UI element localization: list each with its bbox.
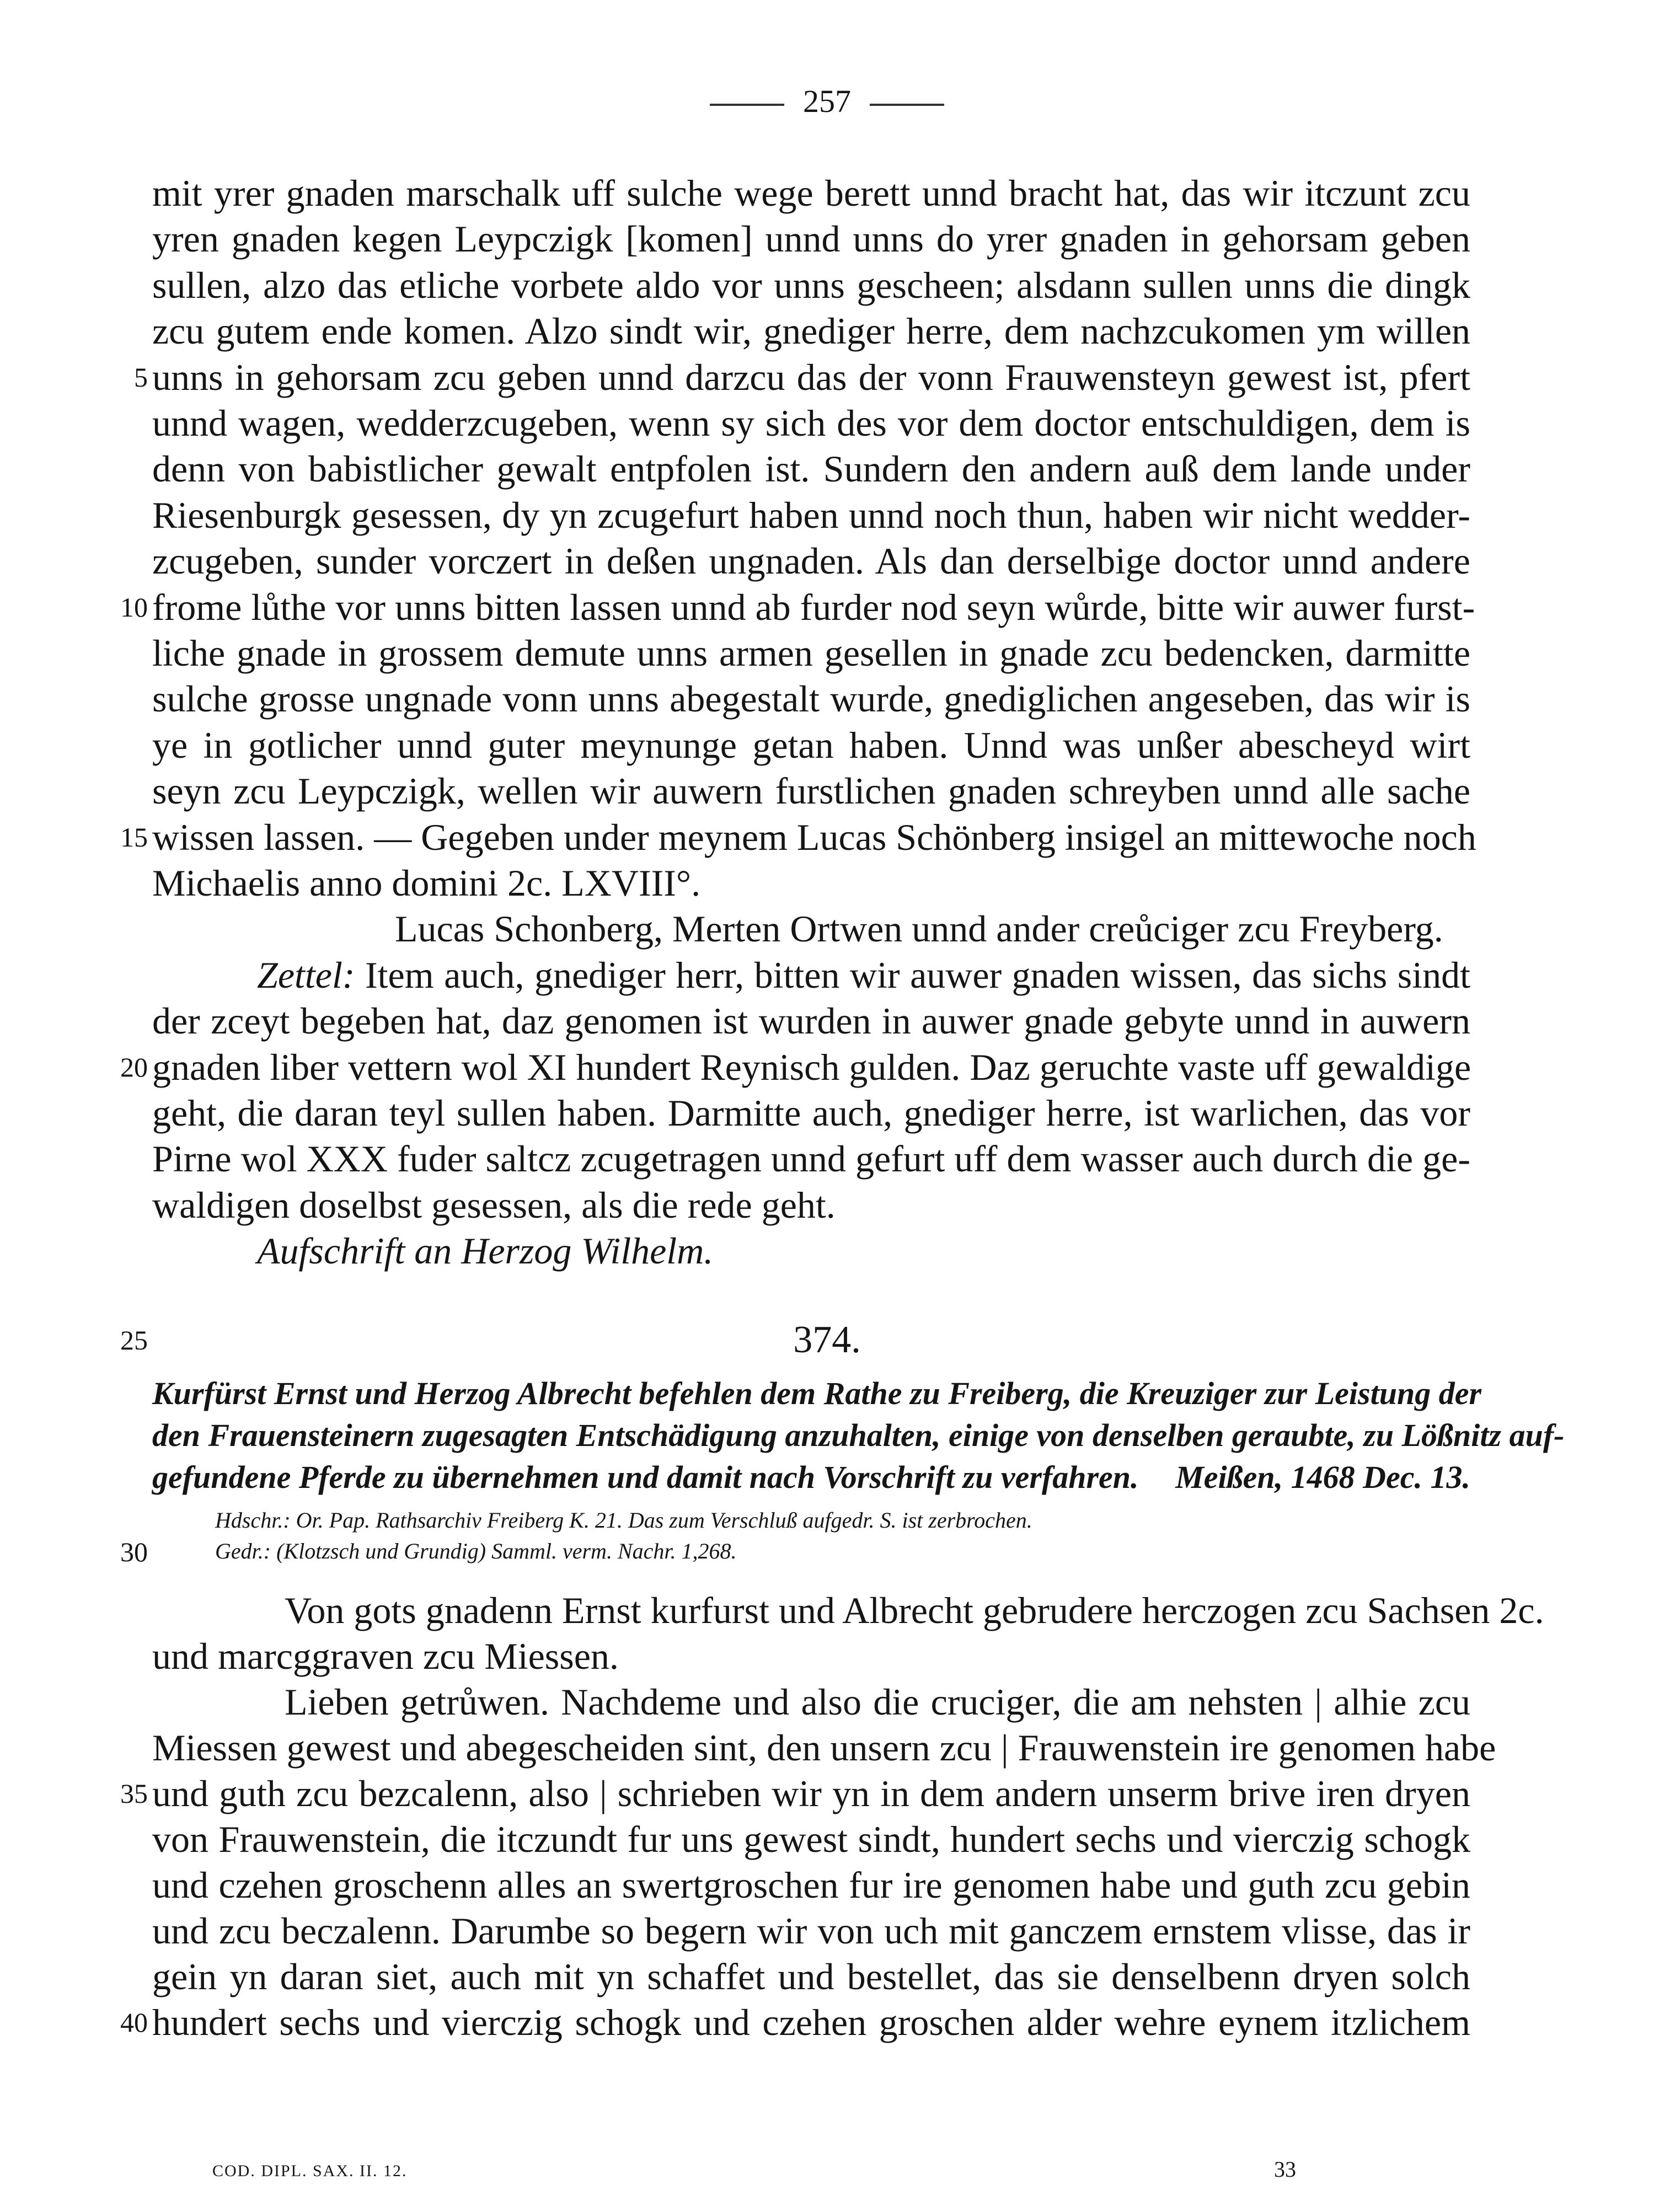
text-line: gein yn daran siet, auch mit yn schaffet und bestellet, das sie denselbenn dryen solch bbox=[152, 1956, 1470, 1997]
text-line: seyn zcu Leypczigk, wellen wir auwern furstlichen gnaden schreyben unnd alle sache bbox=[152, 770, 1470, 812]
zettel-label: Zettel: bbox=[257, 954, 355, 996]
page-header bbox=[0, 83, 1654, 120]
text-line: Pirne wol XXX fuder saltcz zcugetragen unnd gefurt uff dem wasser auch durch die ge- bbox=[152, 1138, 1470, 1180]
page-number: 257 bbox=[803, 83, 851, 119]
line-number: 15 bbox=[120, 822, 148, 853]
text-line: Lucas Schonberg, Merten Ortwen unnd ander creůciger zcu Freyberg. bbox=[395, 908, 1443, 950]
text-line: unns in gehorsam zcu geben unnd darzcu das der vonn Frauwensteyn gewest ist, pfert bbox=[152, 356, 1470, 398]
source-note: Hdschr.: Or. Pap. Rathsarchiv Freiberg K. 21. Das zum Verschluß aufgedr. S. ist zerbrochen. bbox=[215, 1508, 1032, 1533]
header-rule-right bbox=[870, 104, 944, 106]
text-line: mit yrer gnaden marschalk uff sulche wege berett unnd bracht hat, das wir itczunt zcu bbox=[152, 172, 1470, 214]
text-line: und marcggraven zcu Miessen. bbox=[152, 1635, 619, 1677]
text-line: unnd wagen, wedderzcugeben, wenn sy sich des vor dem doctor entschuldigen, dem is bbox=[152, 402, 1470, 444]
text-line: Riesenburgk gesessen, dy yn zcugefurt haben unnd noch thun, haben wir nicht wedder- bbox=[152, 494, 1470, 536]
line-number: 25 bbox=[120, 1325, 148, 1356]
regest-place-date: Meißen, 1468 Dec. 13. bbox=[1175, 1459, 1470, 1495]
regest-line: den Frauensteinern zugesagten Entschädigung anzuhalten, einige von denselben geraubte, zu Lößnitz auf- bbox=[152, 1417, 1565, 1453]
signature-mark: COD. DIPL. SAX. II. 12. bbox=[212, 2162, 408, 2180]
text-line: yren gnaden kegen Leypczigk [komen] unnd unns do yrer gnaden in gehorsam geben bbox=[152, 218, 1470, 260]
text-line: und guth zcu bezcalenn, also | schrieben wir yn in dem andern unserm brive iren dryen bbox=[152, 1772, 1470, 1814]
text-line: von Frauwenstein, die itczundt fur uns gewest sindt, hundert sechs und vierczig schogk bbox=[152, 1818, 1470, 1860]
header-rule-left bbox=[710, 104, 784, 106]
line-number: 10 bbox=[120, 592, 148, 623]
text-line: zcu gutem ende komen. Alzo sindt wir, gnediger herre, dem nachzcukomen ym willen bbox=[152, 310, 1470, 352]
text-line: Zettel: Item auch, gnediger herr, bitten wir auwer gnaden wissen, das sichs sindt bbox=[257, 954, 1470, 996]
regest-line: Kurfürst Ernst und Herzog Albrecht befehlen dem Rathe zu Freiberg, die Kreuziger zur Leistung der bbox=[152, 1375, 1482, 1411]
text-line: geht, die daran teyl sullen haben. Darmitte auch, gnediger herre, ist warlichen, das vor bbox=[152, 1092, 1470, 1134]
text-line: Michaelis anno domini 2c. LXVIII°. bbox=[152, 862, 701, 904]
text-line: Aufschrift an Herzog Wilhelm. bbox=[257, 1230, 714, 1272]
text-line: der zceyt begeben hat, daz genomen ist wurden in auwer gnade gebyte unnd in auwern bbox=[152, 1000, 1470, 1042]
text-line: ye in gotlicher unnd guter meynunge getan haben. Unnd was unßer abescheyd wirt bbox=[152, 724, 1470, 766]
text-line: denn von babistlicher gewalt entpfolen ist. Sundern den andern auß dem lande under bbox=[152, 448, 1470, 490]
text-line: liche gnade in grossem demute unns armen gesellen in gnade zcu bedencken, darmitte bbox=[152, 632, 1470, 674]
source-note: Gedr.: (Klotzsch und Grundig) Samml. verm. Nachr. 1,268. bbox=[215, 1539, 737, 1563]
text-line: frome lůthe vor unns bitten lassen unnd ab furder nod seyn wůrde, bitte wir auwer furst- bbox=[152, 586, 1475, 628]
line-number: 20 bbox=[120, 1052, 148, 1083]
text-line: wissen lassen. — Gegeben under meynem Lucas Schönberg insigel an mittewoche noch bbox=[152, 816, 1476, 858]
regest-line: gefundene Pferde zu übernehmen und damit nach Vorschrift zu verfahren. bbox=[152, 1459, 1139, 1495]
line-number: 40 bbox=[120, 2007, 148, 2038]
line-number: 5 bbox=[134, 362, 148, 393]
text-line: zcugeben, sunder vorczert in deßen ungnaden. Als dan derselbige doctor unnd andere bbox=[152, 540, 1470, 582]
text-line: Miessen gewest und abegescheiden sint, den unsern zcu | Frauwenstein ire genomen habe bbox=[152, 1727, 1496, 1769]
line-number: 30 bbox=[120, 1536, 148, 1567]
text-line: und czehen groschenn alles an swertgroschen fur ire genomen habe und guth zcu gebin bbox=[152, 1864, 1470, 1906]
text-line: sullen, alzo das etliche vorbete aldo vor unns gescheen; alsdann sullen unns die dingk bbox=[152, 264, 1470, 306]
text-line: waldigen doselbst gesessen, als die rede geht. bbox=[152, 1184, 836, 1226]
text-line: sulche grosse ungnade vonn unns abegestalt wurde, gnediglichen angeseben, das wir is bbox=[152, 678, 1470, 720]
text-line: gnaden liber vettern wol XI hundert Reynisch gulden. Daz geruchte vaste uff gewaldige bbox=[152, 1046, 1471, 1088]
text-line: und zcu beczalenn. Darumbe so begern wir von uch mit ganczem ernstem vlisse, das ir bbox=[152, 1910, 1470, 1952]
text-line: hundert sechs und vierczig schogk und czehen groschen alder wehre eynem itzlichem bbox=[152, 2001, 1470, 2043]
line-number: 35 bbox=[120, 1778, 148, 1809]
text-line: Von gots gnadenn Ernst kurfurst und Albrecht gebrudere herczogen zcu Sachsen 2c. bbox=[285, 1589, 1544, 1631]
text-line: Lieben getrůwen. Nachdeme und also die cruciger, die am nehsten | alhie zcu bbox=[285, 1681, 1470, 1723]
document-number: 374. bbox=[793, 1319, 861, 1361]
sheet-number: 33 bbox=[1274, 2157, 1296, 2182]
